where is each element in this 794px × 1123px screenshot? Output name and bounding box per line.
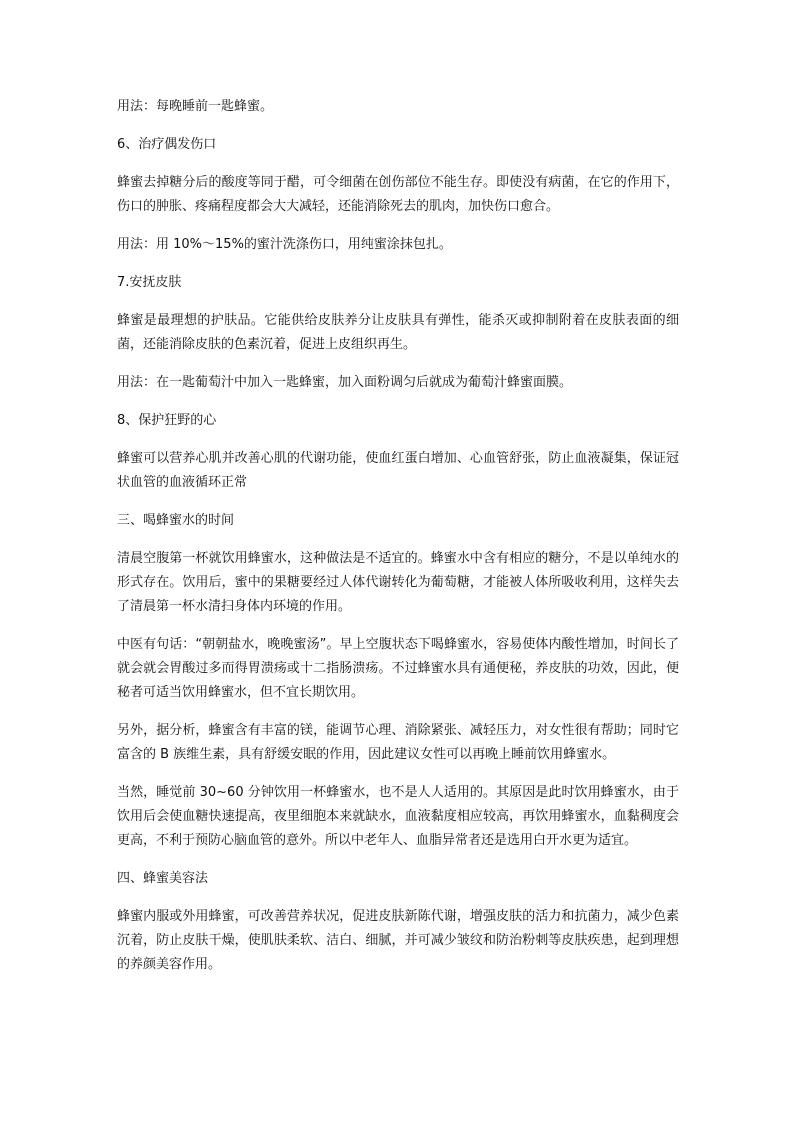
- paragraph: 蜂蜜去掉糖分后的酸度等同于醋，可令细菌在创伤部位不能生存。即使没有病菌，在它的作用下，伤口的肿胀、疼痛程度都会大大减轻，还能消除死去的肌肉，加快伤口愈合。: [117, 175, 679, 214]
- paragraph: 清晨空腹第一杯就饮用蜂蜜水，这种做法是不适宜的。蜂蜜水中含有相应的糖分，不是以单纯水的形式存在。饮用后，蜜中的果糖要经过人体代谢转化为葡萄糖，才能被人体所吸收利用，这样失去了清晨第一杯水清扫身体内环境的作用。: [117, 551, 679, 614]
- paragraph: 当然，睡觉前 30~60 分钟饮用一杯蜂蜜水，也不是人人适用的。其原因是此时饮用蜂蜜水，由于饮用后会使血糖快速提高，夜里细胞本来就缺水，血液黏度相应较高，再饮用蜂蜜水，血黏稠度会更高，不利于预防心脑血管的意外。所以中老年人、血脂异常者还是选用白开水更为适宜。: [117, 785, 679, 848]
- section-heading: 三、喝蜂蜜水的时间: [117, 513, 235, 528]
- paragraph: 另外，据分析，蜂蜜含有丰富的镁，能调节心理、消除紧张、减轻压力，对女性很有帮助；同时它富含的 B 族维生素，具有舒缓安眠的作用，因此建议女性可以再晚上睡前饮用蜂蜜水。: [117, 723, 679, 762]
- paragraph: 用法：在一匙葡萄汁中加入一匙蜂蜜，加入面粉调匀后就成为葡萄汁蜂蜜面膜。: [117, 375, 573, 390]
- paragraph: 用法：每晚睡前一匙蜂蜜。: [117, 99, 274, 114]
- paragraph: 蜂蜜可以营养心肌并改善心肌的代谢功能，使血红蛋白增加、心血管舒张，防止血液凝集，保证冠状血管的血液循环正常: [117, 451, 679, 490]
- paragraph: 中医有句话：“朝朝盐水，晚晚蜜汤”。早上空腹状态下喝蜂蜜水，容易使体内酸性增加，时间长了就会就会胃酸过多而得胃溃疡或十二指肠溃疡。不过蜂蜜水具有通便秘，养皮肤的功效，因此，便秘者可适当饮用蜂蜜水，但不宜长期饮用。: [117, 637, 679, 700]
- document-page: [117, 95, 679, 991]
- section-heading: 6、治疗偶发伤口: [117, 137, 217, 152]
- section-heading: 四、蜂蜜美容法: [117, 871, 209, 886]
- paragraph: 蜂蜜内服或外用蜂蜜，可改善营养状况，促进皮肤新陈代谢，增强皮肤的活力和抗菌力，减少色素沉着，防止皮肤干燥，使肌肤柔软、洁白、细腻，并可减少皱纹和防治粉刺等皮肤疾患，起到理想的养颜美容作用。: [117, 909, 679, 972]
- paragraph: 用法：用 10%～15%的蜜汁洗涤伤口，用纯蜜涂抹包扎。: [117, 237, 452, 252]
- section-heading: 7.安抚皮肤: [117, 275, 182, 290]
- section-heading: 8、保护狂野的心: [117, 413, 217, 428]
- paragraph: 蜂蜜是最理想的护肤品。它能供给皮肤养分让皮肤具有弹性，能杀灭或抑制附着在皮肤表面的细菌，还能消除皮肤的色素沉着，促进上皮组织再生。: [117, 313, 679, 352]
